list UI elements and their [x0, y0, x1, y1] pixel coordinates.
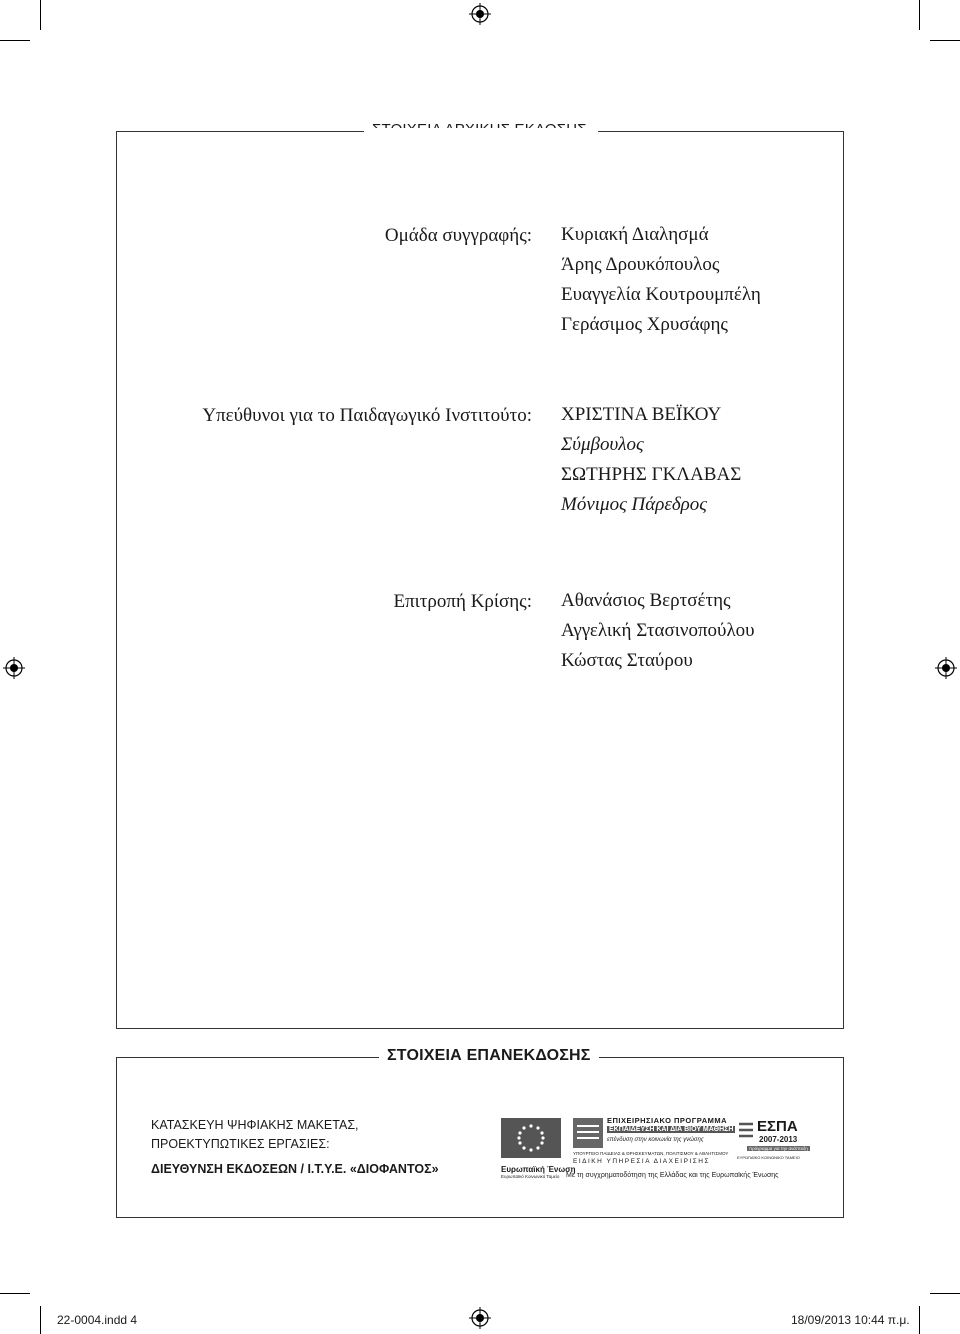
committee-list: [561, 586, 755, 676]
author-name: Άρης Δρουκόπουλος: [561, 254, 720, 275]
eu-flag-icon: [501, 1118, 561, 1158]
author-name: Γεράσιμος Χρυσάφης: [561, 314, 728, 335]
program-service: ΕΙΔΙΚΗ ΥΠΗΡΕΣΙΑ ΔΙΑΧΕΙΡΙΣΗΣ: [573, 1158, 710, 1165]
crop-mark: [0, 40, 30, 41]
crop-mark: [930, 1293, 960, 1294]
program-name: ΕΚΠΑΙΔΕΥΣΗ ΚΑΙ ΔΙΑ ΒΙΟΥ ΜΑΘΗΣΗ: [609, 1126, 734, 1133]
espa-tagline: πρόγραμμα για την ανάπτυξη: [749, 1146, 808, 1151]
institute-list: [561, 400, 741, 520]
author-name: Ευαγγελία Κουτρουμπέλη: [561, 284, 761, 305]
registration-mark-icon: [469, 1307, 491, 1329]
slug-timestamp: 18/09/2013 10:44 π.μ.: [791, 1313, 910, 1327]
espa-logo: [737, 1118, 807, 1168]
eu-logo-subtext: Ευρωπαϊκό Κοινωνικό Ταμείο: [501, 1174, 560, 1179]
crop-mark: [919, 0, 920, 30]
espa-subtext: ΕΥΡΩΠΑΪΚΟ ΚΟΙΝΩΝΙΚΟ ΤΑΜΕΙΟ: [737, 1155, 800, 1160]
committee-member: Κώστας Σταύρου: [561, 650, 693, 671]
program-logo-icon: [573, 1118, 603, 1148]
reprint-heading: ΣΤΟΙΧΕΙΑ ΕΠΑΝΕΚΔΟΣΗΣ: [379, 1047, 599, 1065]
espa-mark-icon: [737, 1120, 755, 1142]
heading-mask: [364, 128, 598, 134]
person-role: Σύμβουλος: [561, 434, 644, 455]
crop-mark: [40, 1306, 41, 1334]
authors-list: [561, 220, 761, 340]
crop-mark: [40, 0, 41, 30]
registration-mark-icon: [935, 657, 957, 679]
reprint-publisher: ΔΙΕΥΘΥΝΣΗ ΕΚΔΟΣΕΩΝ / Ι.Τ.Υ.Ε. «ΔΙΟΦΑΝΤΟΣ»: [151, 1162, 439, 1176]
committee-member: Αθανάσιος Βερτσέτης: [561, 590, 731, 611]
reprint-credits: [151, 1116, 439, 1179]
person-name: ΧΡΙΣΤΙΝΑ ΒΕΪΚΟΥ: [561, 404, 722, 425]
espa-years: 2007-2013: [759, 1135, 798, 1144]
eu-logo-text: Ευρωπαϊκή Ένωση: [501, 1165, 576, 1174]
person-name: ΣΩΤΗΡΗΣ ΓΚΛΑΒΑΣ: [561, 464, 742, 485]
crop-mark: [930, 40, 960, 41]
reprint-line: ΚΑΤΑΣΚΕΥΗ ΨΗΦΙΑΚΗΣ ΜΑΚΕΤΑΣ,: [151, 1118, 359, 1132]
registration-mark-icon: [469, 3, 491, 25]
authors-label: Ομάδα συγγραφής:: [384, 225, 532, 246]
committee-label: Επιτροπή Κρίσης:: [393, 591, 532, 612]
registration-mark-icon: [3, 657, 25, 679]
eu-logo: [501, 1118, 576, 1179]
person-role: Μόνιμος Πάρεδρος: [561, 494, 707, 515]
espa-name: ΕΣΠΑ: [757, 1118, 798, 1135]
crop-mark: [919, 1306, 920, 1334]
crop-mark: [0, 1293, 30, 1294]
program-title: ΕΠΙΧΕΙΡΗΣΙΑΚΟ ΠΡΟΓΡΑΜΜΑ: [607, 1116, 728, 1125]
program-slogan: επένδυση στην κοινωνία της γνώσης: [607, 1137, 704, 1143]
program-logo: [573, 1116, 733, 1172]
author-name: Κυριακή Διαλησμά: [561, 224, 709, 245]
program-ministry: ΥΠΟΥΡΓΕΙΟ ΠΑΙΔΕΙΑΣ & ΘΡΗΣΚΕΥΜΑΤΩΝ, ΠΟΛΙΤΙΣΜΟΥ & ΑΘΛΗΤΙΣΜΟΥ: [573, 1151, 729, 1156]
reprint-line: ΠΡΟΕΚΤΥΠΩΤΙΚΕΣ ΕΡΓΑΣΙΕΣ:: [151, 1137, 330, 1151]
slug-filename: 22-0004.indd 4: [57, 1313, 138, 1327]
committee-member: Αγγελική Στασινοπούλου: [561, 620, 755, 641]
institute-label: Υπεύθυνοι για το Παιδαγωγικό Ινστιτούτο:: [202, 405, 532, 426]
cofunding-note: Με τη συγχρηματοδότηση της Ελλάδας και της Ευρωπαϊκής Ένωσης: [566, 1172, 779, 1179]
